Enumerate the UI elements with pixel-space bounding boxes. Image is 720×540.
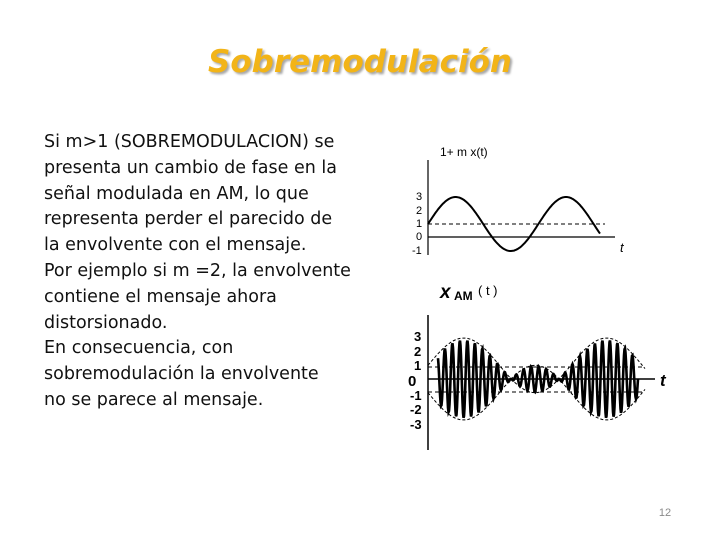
bottom-plot [408,282,667,450]
body-line: señal modulada en AM, lo que [44,183,309,204]
body-line: presenta un cambio de fase en la [44,157,337,178]
bottom-x-axis-label: t [660,371,666,390]
top-ytick-label: 1 [416,218,423,230]
body-line: distorsionado. [44,312,168,333]
body-line: no se parece al mensaje. [44,389,264,410]
body-line: sobremodulación la envolvente [44,364,319,385]
bottom-ytick-label: 0 [408,373,417,390]
bottom-ytick-label: 2 [414,344,422,359]
top-x-axis-label: t [620,240,624,255]
am-modulated-waveform [438,341,638,418]
body-line: En consecuencia, con [44,338,234,359]
top-plot [412,145,625,257]
bottom-ytick-label: -3 [410,417,422,432]
body-line: contiene el mensaje ahora [44,286,277,307]
page-number: 12 [658,507,672,519]
bottom-y-axis-label-arg: ( t ) [478,283,498,298]
body-line: Por ejemplo si m =2, la envolvente [44,260,351,281]
bottom-ytick-label: -1 [410,388,422,403]
bottom-y-axis-label-sub: AM [454,289,473,303]
waveform-figure-svg [400,130,690,460]
bottom-ytick-label: 1 [414,358,422,373]
bottom-ytick-label: -2 [410,402,422,417]
top-ytick-label: -1 [412,245,422,257]
slide-title: Sobremodulación [208,44,512,80]
top-ytick-label: 0 [416,231,423,243]
top-ytick-label: 2 [416,205,423,217]
top-y-axis-label: 1+ m x(t) [440,145,488,159]
top-ytick-label: 3 [416,191,423,203]
body-line: Si m>1 (SOBREMODULACION) se [44,132,335,152]
bottom-y-axis-label: x [440,282,451,303]
body-line: representa perder el parecido de [44,209,333,230]
slide-body-text [44,130,394,414]
am-overmodulation-figure [400,130,690,460]
body-line: la envolvente con el mensaje. [44,235,307,256]
bottom-ytick-label: 3 [414,329,422,344]
